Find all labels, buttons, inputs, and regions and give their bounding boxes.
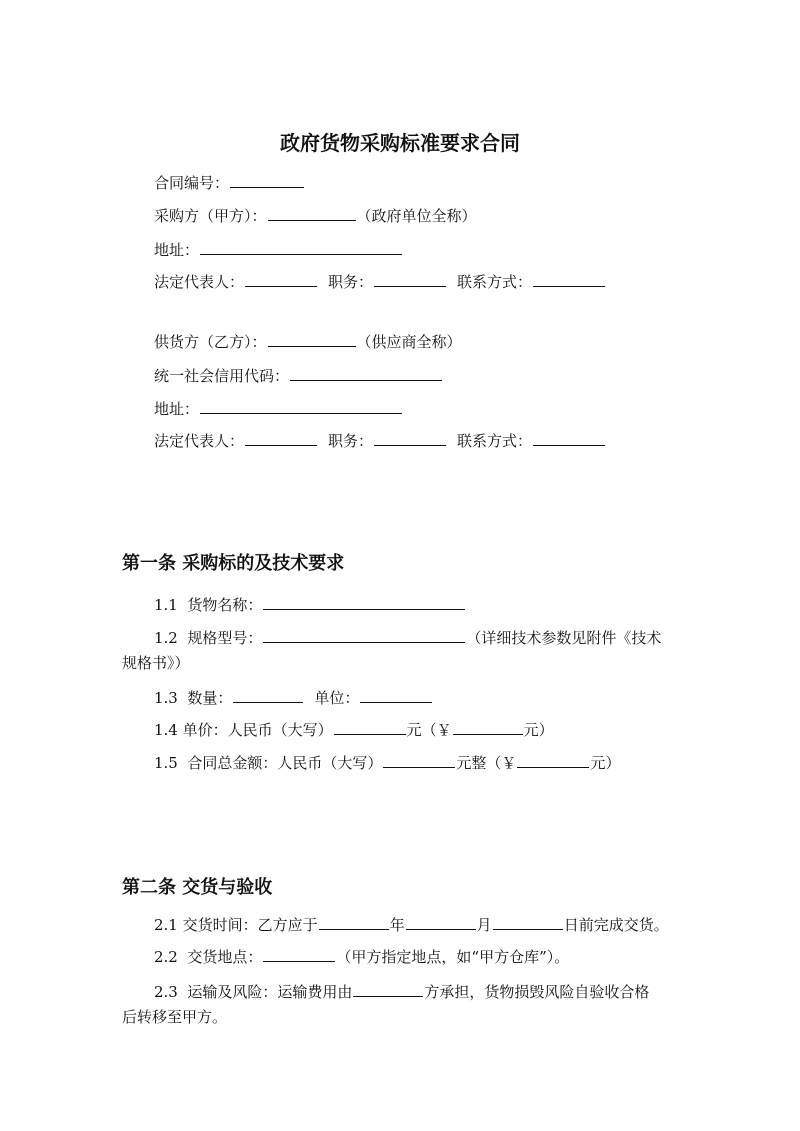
credit-code-blank[interactable] bbox=[290, 364, 442, 381]
clause-2-3-continuation: 后转移至甲方。 bbox=[122, 1008, 228, 1026]
clause-1-2-number: 1.2 bbox=[154, 629, 178, 647]
buyer-address-blank[interactable] bbox=[200, 238, 402, 255]
unit-label: 单位： bbox=[314, 689, 360, 707]
model-blank[interactable] bbox=[263, 626, 465, 643]
clause-1-3 bbox=[154, 686, 433, 708]
buyer-legal-rep-label: 法定代表人： bbox=[154, 273, 245, 291]
buyer-rep-line bbox=[154, 270, 606, 292]
delivery-month-label: 月 bbox=[476, 916, 492, 934]
buyer-label: 采购方（甲方）： bbox=[154, 207, 267, 225]
delivery-day-blank[interactable] bbox=[493, 913, 563, 930]
buyer-contact-label: 联系方式： bbox=[457, 273, 533, 291]
contract-no-blank[interactable] bbox=[230, 171, 304, 188]
clause-1-4-number: 1.4 bbox=[154, 721, 178, 739]
supplier-position-blank[interactable] bbox=[374, 429, 446, 446]
clause-2-1-number: 2.1 bbox=[154, 916, 178, 934]
contract-no-line bbox=[154, 171, 305, 193]
supplier-legal-rep-blank[interactable] bbox=[245, 429, 317, 446]
supplier-address-blank[interactable] bbox=[200, 397, 402, 414]
delivery-place-label: 交货地点： bbox=[187, 948, 263, 966]
buyer-position-label: 职务： bbox=[328, 273, 374, 291]
clause-2-1 bbox=[154, 913, 669, 935]
buyer-line bbox=[154, 204, 477, 226]
total-yuan: 元整（￥ bbox=[456, 754, 517, 772]
unit-blank[interactable] bbox=[360, 686, 432, 703]
supplier-line bbox=[154, 330, 462, 352]
contract-no-label: 合同编号： bbox=[154, 174, 230, 192]
transport-label: 运输及风险：运输费用由 bbox=[187, 983, 353, 1001]
supplier-address-label: 地址： bbox=[154, 400, 200, 418]
supplier-blank[interactable] bbox=[268, 330, 356, 347]
clause-2-3-number: 2.3 bbox=[154, 983, 178, 1001]
goods-name-blank[interactable] bbox=[263, 593, 465, 610]
delivery-day-end: 日前完成交货。 bbox=[563, 916, 669, 934]
transport-risk-text: 方承担，货物损毁风险自验收合格 bbox=[424, 983, 650, 1001]
buyer-contact-blank[interactable] bbox=[533, 270, 605, 287]
supplier-position-label: 职务： bbox=[328, 432, 374, 450]
quantity-blank[interactable] bbox=[233, 686, 303, 703]
clause-1-1-number: 1.1 bbox=[154, 596, 178, 614]
buyer-blank[interactable] bbox=[268, 204, 356, 221]
buyer-legal-rep-blank[interactable] bbox=[245, 270, 317, 287]
clause-1-3-number: 1.3 bbox=[154, 689, 178, 707]
buyer-address-label: 地址： bbox=[154, 241, 200, 259]
total-end: 元） bbox=[590, 754, 621, 772]
unit-price-words-blank[interactable] bbox=[334, 718, 406, 735]
clause-1-5 bbox=[154, 751, 620, 773]
unit-price-label: 单价：人民币（大写） bbox=[182, 721, 333, 739]
credit-code-label: 统一社会信用代码： bbox=[154, 367, 290, 385]
supplier-contact-blank[interactable] bbox=[533, 429, 605, 446]
delivery-year-blank[interactable] bbox=[319, 913, 389, 930]
delivery-time-label: 交货时间：乙方应于 bbox=[182, 916, 318, 934]
transport-party-blank[interactable] bbox=[353, 980, 423, 997]
total-figure-blank[interactable] bbox=[517, 751, 589, 768]
supplier-legal-rep-label: 法定代表人： bbox=[154, 432, 245, 450]
supplier-rep-line bbox=[154, 429, 606, 451]
clause-2-3 bbox=[154, 980, 649, 1002]
total-words-blank[interactable] bbox=[383, 751, 455, 768]
clause-1-5-number: 1.5 bbox=[154, 754, 178, 772]
model-note: （详细技术参数见附件《技术 bbox=[466, 629, 662, 647]
buyer-position-blank[interactable] bbox=[374, 270, 446, 287]
clause-1-4 bbox=[154, 718, 554, 740]
unit-price-figure-blank[interactable] bbox=[453, 718, 523, 735]
delivery-year-label: 年 bbox=[389, 916, 405, 934]
supplier-address-line bbox=[154, 397, 403, 419]
supplier-label: 供货方（乙方）： bbox=[154, 333, 267, 351]
total-amount-label: 合同总金额：人民币（大写） bbox=[187, 754, 383, 772]
unit-price-end: 元） bbox=[523, 721, 554, 739]
quantity-label: 数量： bbox=[187, 689, 233, 707]
clause-1-2-continuation: 规格书》） bbox=[122, 654, 190, 672]
goods-name-label: 货物名称： bbox=[187, 596, 263, 614]
delivery-place-note: （甲方指定地点，如“甲方仓库”）。 bbox=[336, 948, 570, 966]
delivery-month-blank[interactable] bbox=[406, 913, 476, 930]
clause-1-2 bbox=[154, 626, 661, 648]
article1-heading: 第一条 采购标的及技术要求 bbox=[122, 553, 345, 574]
supplier-note: （供应商全称） bbox=[356, 333, 462, 351]
delivery-place-blank[interactable] bbox=[263, 945, 335, 962]
document-title: 政府货物采购标准要求合同 bbox=[280, 131, 520, 155]
model-label: 规格型号： bbox=[187, 629, 263, 647]
clause-1-1 bbox=[154, 593, 466, 615]
supplier-contact-label: 联系方式： bbox=[457, 432, 533, 450]
clause-2-2 bbox=[154, 945, 569, 967]
buyer-note: （政府单位全称） bbox=[356, 207, 477, 225]
article2-heading: 第二条 交货与验收 bbox=[122, 877, 273, 898]
credit-code-line bbox=[154, 364, 443, 386]
unit-price-yuan: 元（￥ bbox=[406, 721, 452, 739]
clause-2-2-number: 2.2 bbox=[154, 948, 178, 966]
buyer-address-line bbox=[154, 238, 403, 260]
